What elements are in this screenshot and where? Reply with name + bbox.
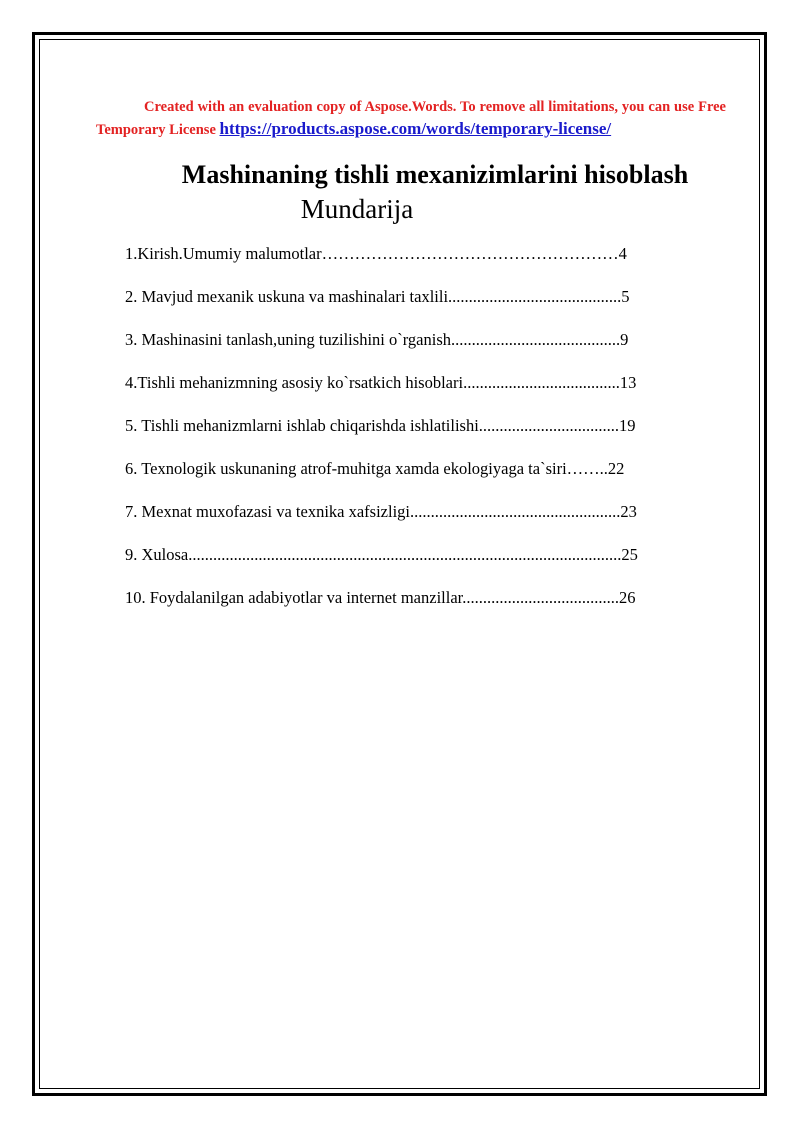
- document-title: Mashinaning tishli mexanizimlarini hisoblash: [181, 160, 689, 189]
- evaluation-watermark: [96, 96, 726, 141]
- toc-heading: Mundarija: [300, 194, 414, 224]
- toc-entry: 5. Tishli mehanizmlarni ishlab chiqarishda ishlatilishi..................................19: [125, 416, 636, 435]
- toc-entry: 7. Mexnat muxofazasi va texnika xafsizligi...................................................23: [125, 502, 637, 521]
- toc-entry: 3. Mashinasini tanlash,uning tuzilishini o`rganish.........................................9: [125, 330, 629, 349]
- toc-entry: 6. Texnologik uskunaning atrof-muhitga xamda ekologiyaga ta`siri……..22: [125, 459, 625, 478]
- toc-entry: 10. Foydalanilgan adabiyotlar va internet manzillar......................................26: [125, 588, 636, 607]
- toc-entry: 9. Xulosa.........................................................................................................25: [125, 545, 638, 564]
- watermark-license-link[interactable]: https://products.aspose.com/words/temporary-license/: [219, 119, 612, 138]
- table-of-contents: [125, 243, 725, 630]
- toc-entry: 4.Tishli mehanizmning asosiy ko`rsatkich hisoblari......................................13: [125, 373, 637, 392]
- watermark-notice: Created with an evaluation copy of Aspose.Words. To remove all limitations, you can use Free Temporary License: [96, 99, 726, 138]
- toc-entry: 1.Kirish.Umumiy malumotlar………………………………………………4: [125, 244, 627, 263]
- toc-entry: 2. Mavjud mexanik uskuna va mashinalari taxlili..........................................5: [125, 287, 630, 306]
